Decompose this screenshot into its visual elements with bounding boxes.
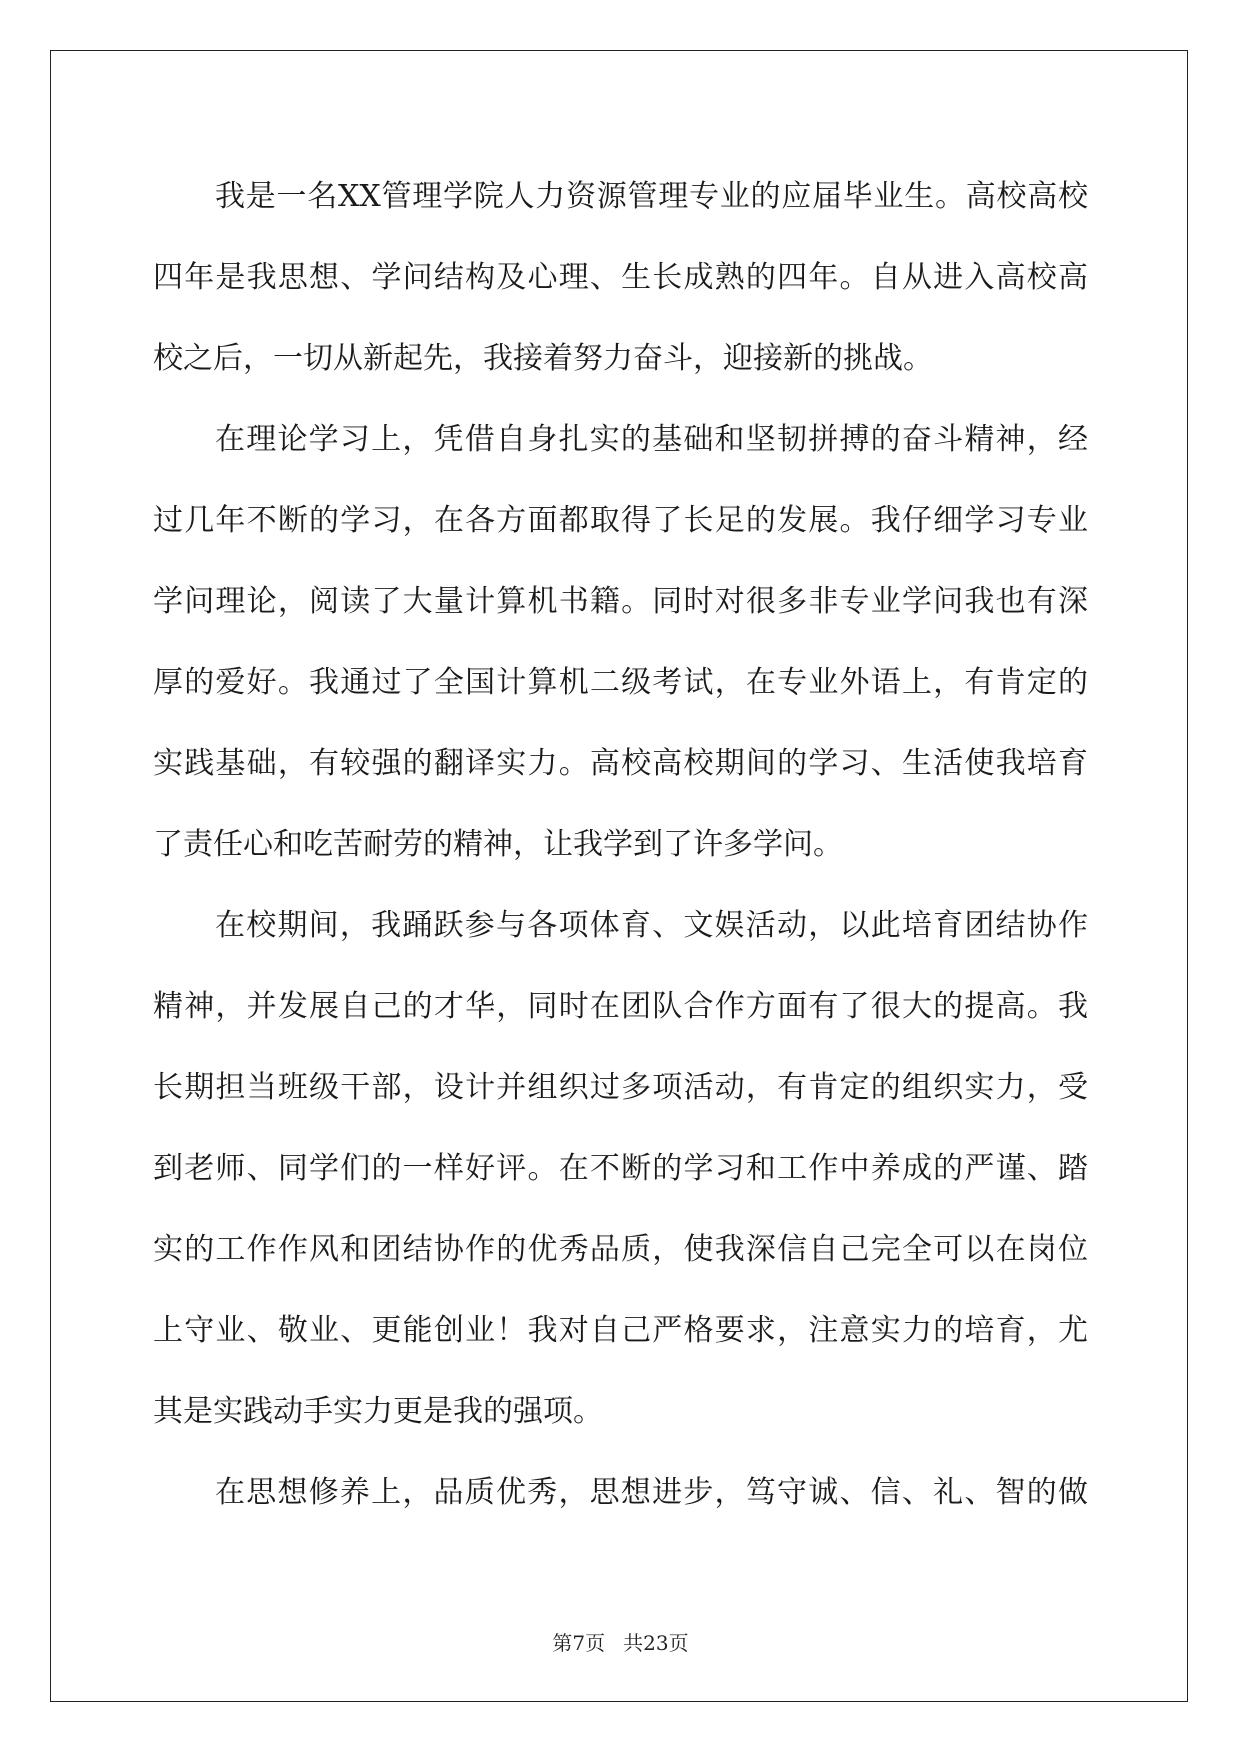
text-line: 在思想修养上，品质优秀，思想进步，笃守诚、信、礼、智的做 [215, 1475, 1088, 1510]
text-line: 精神，并发展自己的才华，同时在团队合作方面有了很大的提高。我 [153, 989, 1088, 1024]
text-line: 其是实践动手实力更是我的强项。 [153, 1394, 603, 1429]
text-line: 在理论学习上，凭借自身扎实的基础和坚韧拼搏的奋斗精神，经 [215, 422, 1088, 457]
page-number-footer [0, 1631, 1241, 1655]
text-line: 在校期间，我踊跃参与各项体育、文娱活动，以此培育团结协作 [215, 908, 1088, 943]
text-line: 实践基础，有较强的翻译实力。高校高校期间的学习、生活使我培育 [153, 746, 1088, 781]
text-line: 厚的爱好。我通过了全国计算机二级考试，在专业外语上，有肯定的 [153, 665, 1088, 700]
current-page-label: 第7页 [552, 1631, 606, 1655]
text-line: 校之后，一切从新起先，我接着努力奋斗，迎接新的挑战。 [153, 341, 933, 376]
total-pages-label: 共23页 [623, 1631, 689, 1655]
document-body [153, 156, 1088, 1533]
text-line: 四年是我思想、学问结构及心理、生长成熟的四年。自从进入高校高 [153, 260, 1088, 295]
text-line: 实的工作作风和团结协作的优秀品质，使我深信自己完全可以在岗位 [153, 1232, 1088, 1267]
text-line: 到老师、同学们的一样好评。在不断的学习和工作中养成的严谨、踏 [153, 1151, 1088, 1186]
text-line: 上守业、敬业、更能创业！我对自己严格要求，注意实力的培育，尤 [153, 1313, 1088, 1348]
text-line: 长期担当班级干部，设计并组织过多项活动，有肯定的组织实力，受 [153, 1070, 1088, 1105]
text-line: 了责任心和吃苦耐劳的精神，让我学到了许多学问。 [153, 827, 843, 862]
text-line: 学问理论，阅读了大量计算机书籍。同时对很多非专业学问我也有深 [153, 584, 1088, 619]
text-line: 我是一名XX管理学院人力资源管理专业的应届毕业生。高校高校 [215, 179, 1088, 214]
text-line: 过几年不断的学习，在各方面都取得了长足的发展。我仔细学习专业 [153, 503, 1088, 538]
